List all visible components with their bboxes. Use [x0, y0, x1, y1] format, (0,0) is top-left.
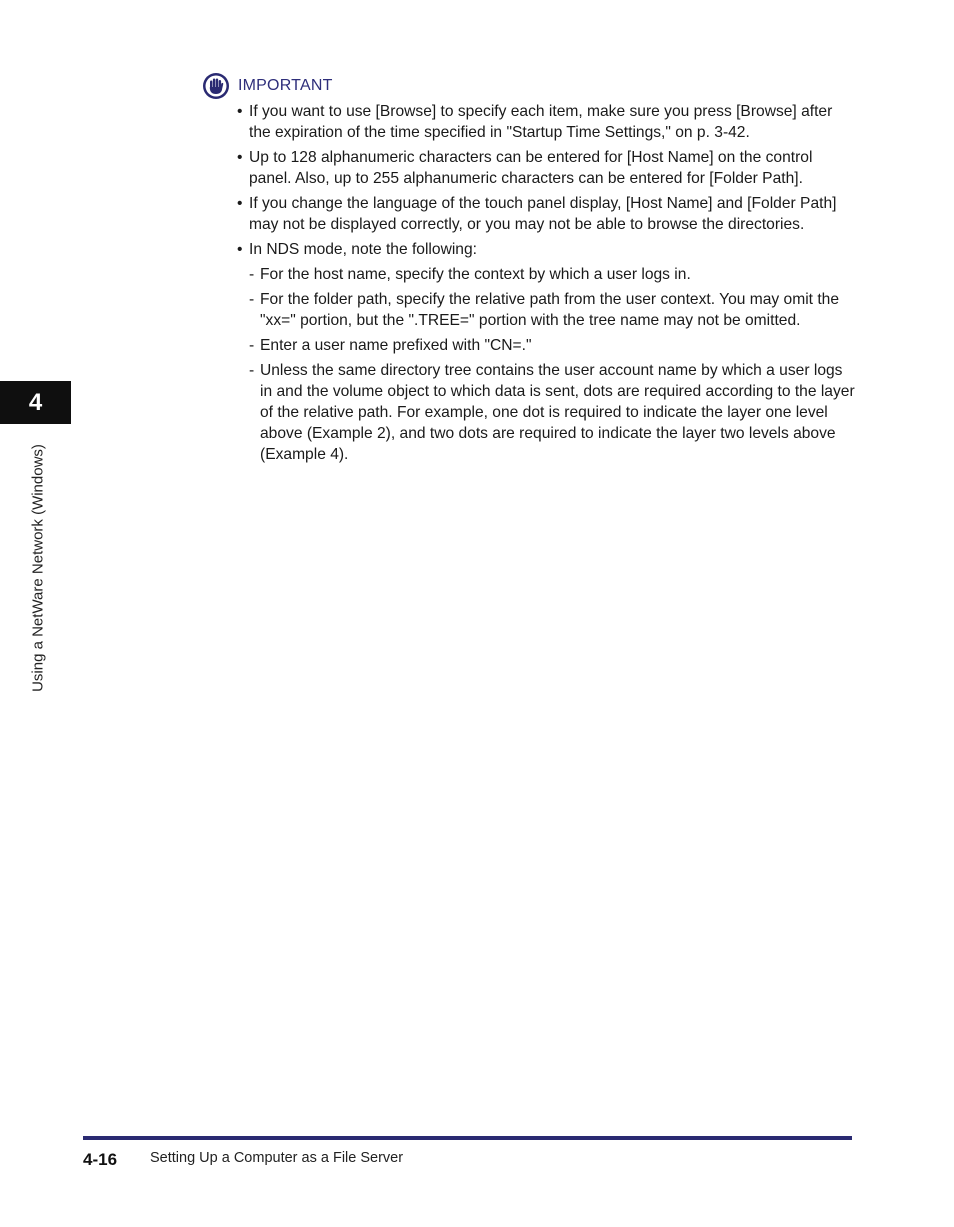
raised-hand-icon: [202, 72, 230, 100]
chapter-tab: [0, 381, 71, 424]
footer-divider: [83, 1136, 852, 1140]
footer-section-title: Setting Up a Computer as a File Server: [150, 1150, 404, 1166]
chapter-number: 4: [28, 388, 43, 416]
nds-note-host-name: - For the host name, specify the context by which a user logs in.: [236, 264, 856, 285]
note-browse-timing: • If you want to use [Browse] to specify each item, make sure you press [Browse] after the expiration of the time specified in "Startup Time Settings," on p. 3-42.: [236, 101, 856, 143]
note-language-change: • If you change the language of the touch panel display, [Host Name] and [Folder Path] may not be displayed correctly, or you may not be able to browse the directories.: [236, 193, 856, 235]
nds-note-directory-tree: - Unless the same directory tree contains the user account name by which a user logs in and the volume object to which data is sent, dots are required according to the layer of the relative path. For example, one dot is required to indicate the layer one level above (Example 2), and two dots are required to indicate the layer two levels above (Example 4).: [236, 360, 856, 465]
important-notes: [236, 101, 856, 469]
chapter-title: Using a NetWare Network (Windows): [29, 444, 47, 692]
important-callout-header: [202, 72, 333, 100]
page-number: 4-16: [83, 1150, 118, 1169]
nds-note-user-name: - Enter a user name prefixed with "CN=.": [236, 335, 856, 356]
nds-note-folder-path: - For the folder path, specify the relative path from the user context. You may omit the "xx=" portion, but the ".TREE=" portion with the tree name may not be omitted.: [236, 289, 856, 331]
note-nds-mode: • In NDS mode, note the following:: [236, 239, 856, 260]
note-character-limits: • Up to 128 alphanumeric characters can be entered for [Host Name] on the control panel. Also, up to 255 alphanumeric characters can be entered for [Folder Path].: [236, 147, 856, 189]
important-label: IMPORTANT: [238, 77, 333, 94]
